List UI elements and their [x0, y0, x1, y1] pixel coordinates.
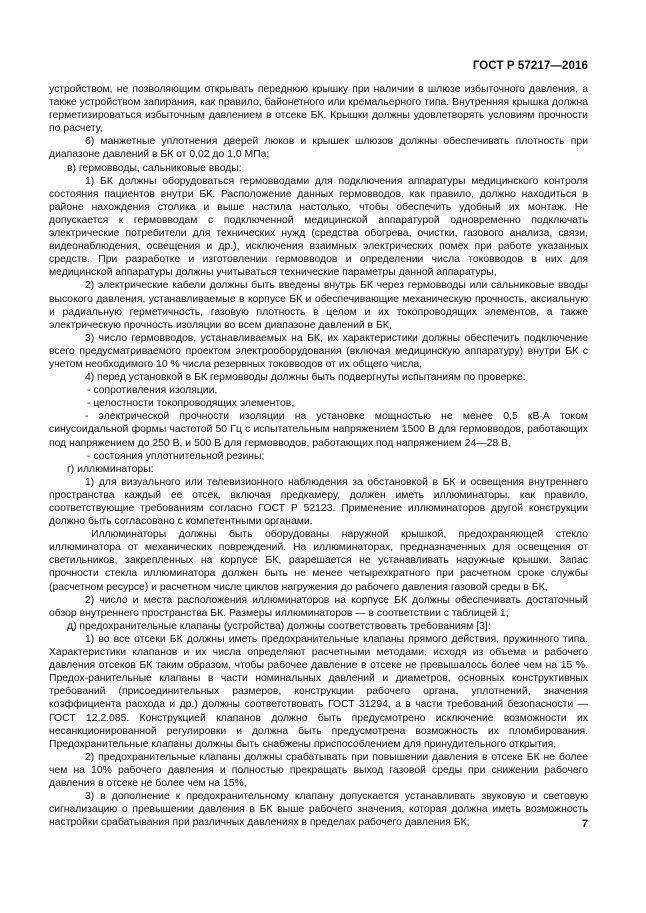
paragraph-portholes-cover: Иллюминаторы должны быть оборудованы наружной крышкой, предохраняющей стекло иллюминатора от механических повреждений. На иллюминаторах, предназначенных для освещения от светильников, закрепленных на корпусе БК, разрешается не устанавливать наружные крышки. Запас прочности стекла иллюминатора должен быть не менее четырехкратного при расчетном сроке службы (расчетном ресурсе) и расчетном числе циклов нагружения до рабочего давления газовой среды в БК,: [49, 529, 588, 593]
paragraph-valves-2: 2) предохранительные клапаны должны срабатывать при повышении давления в отсеке БК не более чем на 10% рабочего давления и полностью прекращать выход газовой среды при снижении рабочего давления в отсеке не более чем на 15%,: [49, 751, 588, 789]
paragraph-glands-4: 4) перед установкой в БК гермовводы должны быть подвергнуты испытаниям по проверке:: [85, 372, 526, 384]
paragraph-glands-3: 3) число гермовводов, устанавливаемых на БК, их характеристики должны обеспечить подключение всего предусматриваемого проектом электрооборудования (включая медицинскую аппаратуру) внутри БК с учетом необходимого 10 % числа резервных токовводов от их общего числа,: [49, 332, 588, 370]
paragraph-heading-portholes: г) иллюминаторы:: [67, 463, 154, 475]
page-body: [49, 83, 588, 829]
list-item-insulation: - сопротивления изоляции,: [87, 385, 218, 397]
list-item-integrity: - целостности токопроводящих элементов,: [87, 398, 295, 410]
paragraph-portholes-1: 1) для визуального или телевизионного наблюдения за обстановкой в БК и освещения внутреннего пространства каждый ее отсек, включая предкамеру, должен иметь иллюминаторы, как правило, соответствующие требованиям согласно ГОСТ Р 52123. Применение иллюминаторов другой конструкции должно быть согласовано с компетентными органами.: [49, 476, 588, 528]
paragraph-glands-2: 2) электрические кабели должны быть введены внутрь БК через гермовводы или сальниковые вводы высокого давления, устанавливаемые в корпусе БК и обеспечивающие механическую прочность, аксиальную и радиальную герметичность, газовую плотность в целом и их токопроводящих элементов, а также электрическую прочность изоляции во всем диапазоне давлений в БК,: [49, 280, 588, 331]
paragraph-lid-continuation: устройством, не позволяющим открывать переднюю крышку при наличии в шлюзе избыточного давления, а также устройством запирания, как правило, байонетного или кремальерного типа. Внутренняя крышка должна герметизироваться избыточным давлением в отсеке БК. Крышки должны удовлетворять условиям прочности по расчету,: [49, 84, 588, 135]
paragraph-heading-valves: д) предохранительные клапаны (устройства) должны соответствовать требованиям [3]:: [67, 620, 491, 632]
paragraph-portholes-2: 2) число и места расположения иллюминаторов на корпусе БК должны обеспечивать достаточный обзор внутреннего пространства БК. Размеры иллюминаторов — в соответствии с таблицей 1;: [49, 594, 588, 619]
paragraph-heading-glands: в) гермовводы, сальниковые вводы:: [67, 162, 242, 174]
paragraph-glands-1: 1) БК должны оборудоваться гермовводами для подключения аппаратуры медицинского контроля состояния пациентов внутри БК. Расположение данных гермовводов, как правило, должно находиться в районе нахождения столика и выше настила настолько, чтобы обеспечить удобный их монтаж. Не допускается к гермовводам с подключенной медицинской аппаратурой одновременно подключать электрические потребители для технических нужд (средства обогрева, очистки, газового анализа, связи, видеонаблюдения, освещения и др.), исключения взаимных электрических помех при работе указанных средств. При разработке и изготовлении гермовводов и определении числа токовводов в них для медицинской аппаратуры должны учитываться технические параметры данной аппаратуры,: [49, 175, 588, 279]
list-item-dielectric: - электрической прочности изоляции на установке мощностью не менее 0,5 кВ·А током синусоидальной формы частотой 50 Гц с испытательным напряжением 1500 В для гермовводов, работающих под напряжением до 250 В, и 500 В для гермовводов, работающих под напряжением 24—28 В,: [49, 411, 588, 449]
page-number: 7: [581, 818, 588, 830]
list-item-rubber: - состояния уплотнительной резины;: [87, 450, 265, 462]
paragraph-gaskets: 6) манжетные уплотнения дверей люков и крышек шлюзов должны обеспечивать плотность при диапазоне давлений в БК от 0,02 до 1,0 МПа;: [49, 136, 588, 161]
document-code: ГОСТ Р 57217—2016: [472, 60, 588, 72]
paragraph-valves-3: 3) в дополнение к предохранительному клапану допускается устанавливать звуковую и световую сигнализацию о превышении давления в БК выше рабочего значения, которая должна иметь возможность настройки срабатывания при различных давлениях в пределах рабочего давления БК;: [49, 791, 588, 829]
paragraph-valves-1: 1) во все отсеки БК должны иметь предохранительные клапаны прямого действия, пружинного типа. Характеристики клапанов и их числа определяют расчетными методами, исходя из объема и рабочего давления отсеков БК таким образом, чтобы рабочее давление в отсеке не превышалось более чем на 15 %. Предох-ранительные клапаны в части номинальных давлений и диаметров, основных конструктивных требований (присоединительных размеров, конструкции рабочего органа, уплотнений, значения коэффициента расхода и др.) должны соответствовать ГОСТ 31294, а в части требований безопасности — ГОСТ 12.2.085. Конструкцией клапанов должно быть предусмотрено исключение возможности их несанкционированной регулировки и должна быть предусмотрена возможность их пломбирования. Предохранительные клапаны должны быть снабжены приспособлением для принудительного открытия,: [49, 633, 588, 750]
